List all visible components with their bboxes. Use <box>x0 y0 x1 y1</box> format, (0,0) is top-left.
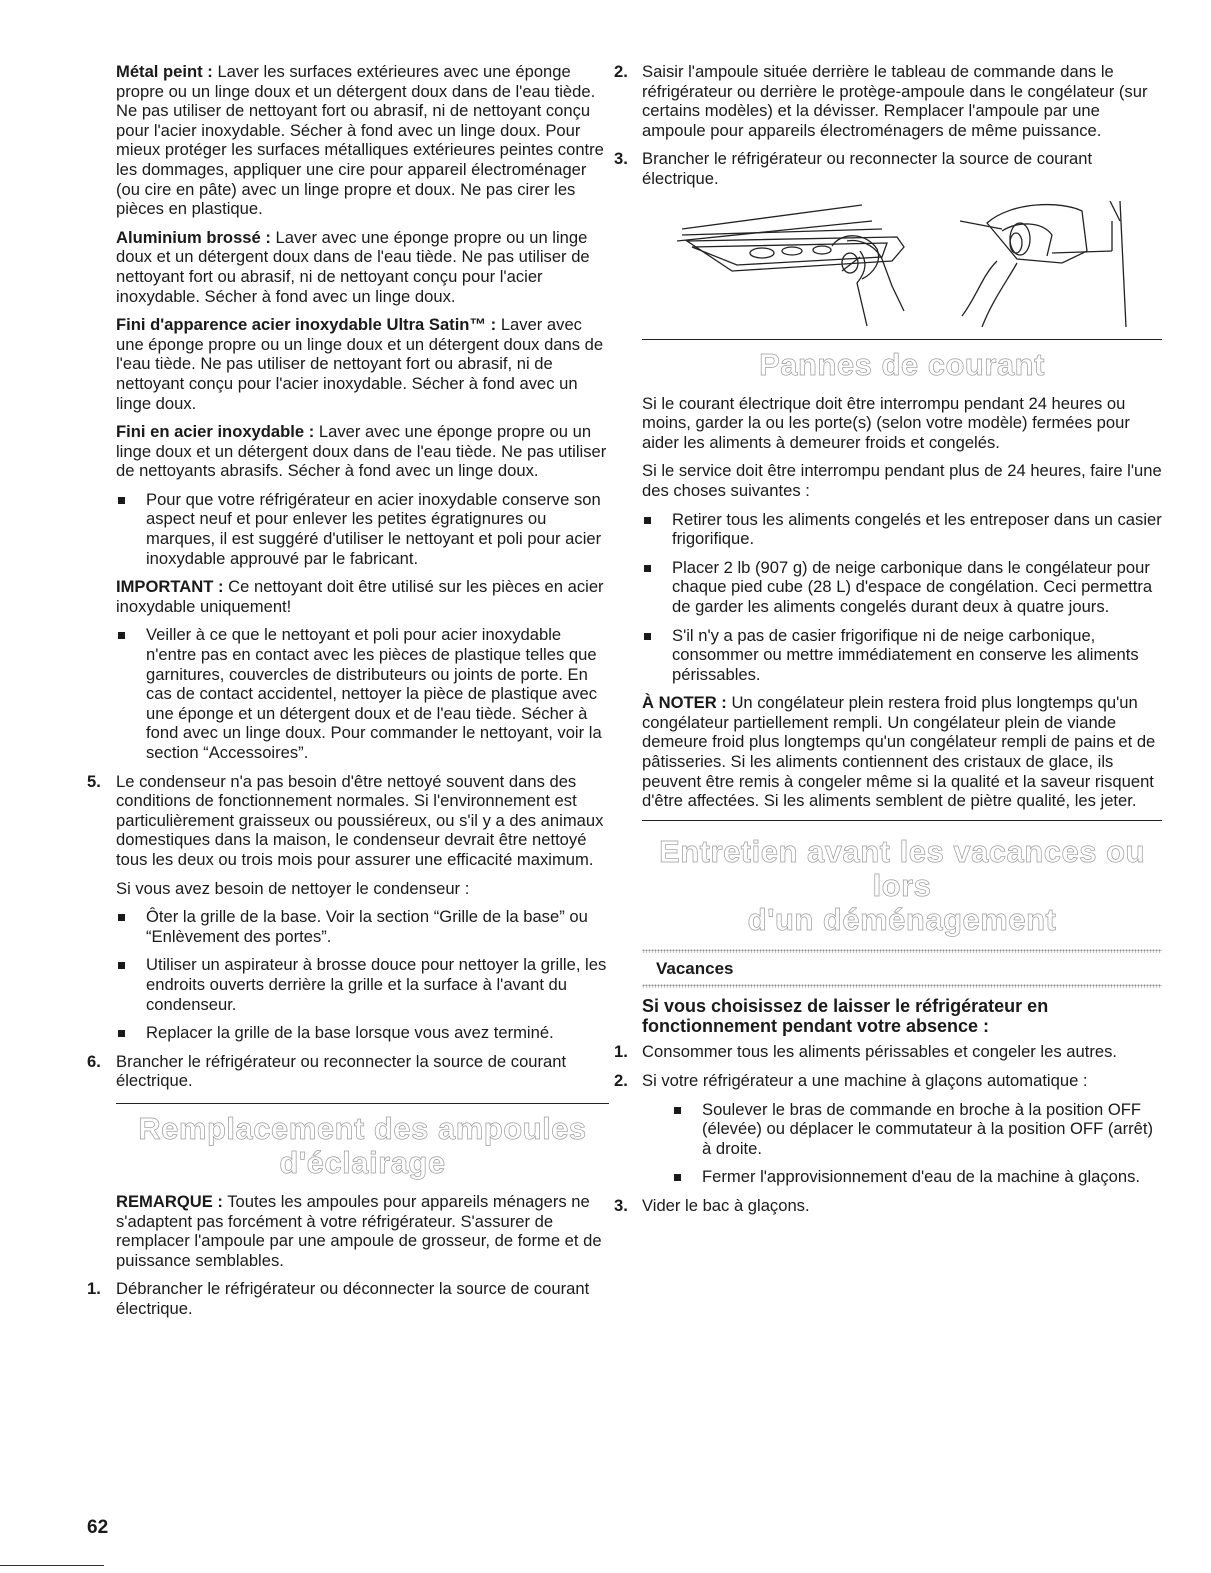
unplug-step <box>87 1279 609 1318</box>
vacation-question: Si vous choisissez de laisser le réfrigérateur en fonctionnement pendant votre absence : <box>642 996 1049 1037</box>
grab-bulb-step <box>614 62 1162 140</box>
vacation-step <box>614 1042 1162 1062</box>
step-text: Consommer tous les aliments périssables et congeler les autres. <box>642 1042 1117 1062</box>
dotted-divider <box>642 984 1162 988</box>
ultra-satin-paragraph <box>116 315 609 413</box>
dotted-divider <box>642 949 1162 953</box>
remarque-text: Toutes les ampoules pour appareils ménagers ne s'adaptent pas forcément à votre réfrigérateur. S'assurer de remplacer l'ampoule par une ampoule de grosseur, de forme et de puissance semblables. <box>116 1191 602 1270</box>
step-number: 3. <box>614 1196 628 1215</box>
vacation-step <box>614 1196 1162 1216</box>
bulb-illustration <box>642 201 1162 327</box>
bulb-replacement-drawing <box>642 201 1162 327</box>
note-paragraph <box>642 693 1162 811</box>
condenser-bullet: Replacer la grille de la base lorsque vous avez terminé. <box>116 1023 609 1043</box>
step-number: 1. <box>614 1042 628 1062</box>
stainless-title: Fini en acier inoxydable : <box>116 422 315 442</box>
bulb-replacement-heading <box>116 1112 609 1180</box>
ultra-satin-title: Fini d'apparence acier inoxydable Ultra Satin™ : <box>116 315 497 335</box>
vacation-step <box>614 1071 1162 1091</box>
stainless-text: Laver avec une éponge propre ou un linge doux et un détergent doux dans de l'eau tiède. Ne pas utiliser de nettoyants abrasifs. Sécher à fond avec un linge doux. <box>116 422 607 481</box>
heading-line: Remplacement des ampoules <box>138 1110 587 1146</box>
condenser-subtext: Si vous avez besoin de nettoyer le condenseur : <box>116 878 470 898</box>
power-bullet: Retirer tous les aliments congelés et les entreposer dans un casier frigorifique. <box>642 510 1162 549</box>
step-text: Brancher le réfrigérateur ou reconnecter la source de courant électrique. <box>642 149 1093 188</box>
step-number: 6. <box>87 1051 101 1071</box>
replug-step <box>614 149 1162 188</box>
page-number: 62 <box>87 1517 109 1538</box>
power-paragraph-2: Si le service doit être interrompu pendant plus de 24 heures, faire l'une des choses suivantes : <box>642 461 1162 500</box>
step-number: 1. <box>87 1279 101 1299</box>
step-text: Brancher le réfrigérateur ou reconnecter la source de courant électrique. <box>116 1051 567 1091</box>
reconnect-step <box>87 1051 609 1091</box>
heading-line: d'éclairage <box>279 1144 446 1180</box>
stainless-paragraph <box>116 422 609 481</box>
note-title: À NOTER : <box>642 693 727 713</box>
heading-line: d'un déménagement <box>747 901 1057 937</box>
condenser-bullet: Utiliser un aspirateur à brosse douce pour nettoyer la grille, les endroits ouverts derrière la grille et la surface à l'avant du condenseur. <box>116 955 609 1014</box>
step-text: Débrancher le réfrigérateur ou déconnecter la source de courant électrique. <box>116 1279 590 1318</box>
painted-metal-text: Laver les surfaces extérieures avec une éponge propre ou un linge doux et un détergent doux dans de l'eau tiède. Ne pas utiliser de nettoyant fort ou abrasif, ni de nettoyant conçu pour l'acier inoxydable. Sécher à fond avec un linge doux. Pour mieux protéger les surfaces métalliques extérieures peintes contre les dommages, appliquer une cire pour appareil électroménager (ou cire en pâte) avec un linge propre et doux. Ne pas cirer les pièces en plastique. <box>116 62 604 219</box>
power-bullet: S'il n'y a pas de casier frigorifique ni de neige carbonique, consommer ou mettre immédiatement en conserve les aliments périssables. <box>642 626 1162 685</box>
left-column <box>87 62 609 1327</box>
important-bullet: Veiller à ce que le nettoyant et poli pour acier inoxydable n'entre pas en contact avec les pièces de plastique telles que garnitures, couvercles de distributeurs ou joints de porte. En cas de contact accidentel, nettoyer la pièce de plastique avec une éponge et un détergent doux et de l'eau tiède. Sécher à fond avec un linge doux. Pour commander le nettoyant, voir la section “Accessoires”. <box>116 625 609 762</box>
step-text: Le condenseur n'a pas besoin d'être nettoyé souvent dans des conditions de fonctionnement normales. Si l'environnement est particulièrement graisseux ou poussiéreux, ou s'il y a des animaux domestiques dans la maison, le condenseur devrait être nettoyé tous les deux ou trois mois pour assurer une efficacité maximum. <box>116 771 604 869</box>
step-number: 5. <box>87 771 101 791</box>
right-column <box>614 62 1162 1225</box>
brushed-aluminum-paragraph <box>116 228 609 306</box>
brushed-aluminum-title: Aluminium brossé : <box>116 227 271 247</box>
power-bullet: Placer 2 lb (907 g) de neige carbonique dans le congélateur pour chaque pied cube (28 L) d'espace de congélation. Ceci permettra de garder les aliments congelés durant deux à quatre jours. <box>642 558 1162 617</box>
section-divider <box>642 339 1162 340</box>
painted-metal-paragraph <box>116 62 609 219</box>
ice-maker-bullet: Soulever le bras de commande en broche à la position OFF (élevée) ou déplacer le commutateur à la position OFF (arrêt) à droite. <box>672 1100 1162 1159</box>
step-text: Saisir l'ampoule située derrière le tableau de commande dans le réfrigérateur ou derrière le protège-ampoule dans le congélateur (sur certains modèles) et la dévisser. Remplacer l'ampoule par une ampoule pour appareils électroménagers de même puissance. <box>642 62 1148 140</box>
brushed-aluminum-text: Laver avec une éponge propre ou un linge doux et un détergent doux dans de l'eau tiède. Ne pas utiliser de nettoyant fort ou abrasif, ni de nettoyant conçu pour l'acier inoxydable. Sécher à fond avec un linge doux. <box>116 227 590 306</box>
important-paragraph <box>116 577 609 616</box>
step-number: 3. <box>614 149 628 169</box>
step-number: 2. <box>614 62 628 81</box>
condenser-bullet: Ôter la grille de la base. Voir la section “Grille de la base” ou “Enlèvement des portes”. <box>116 907 609 946</box>
stainless-bullet: Pour que votre réfrigérateur en acier inoxydable conserve son aspect neuf et pour enlever les petites égratignures ou marques, il est suggéré d'utiliser le nettoyant et poli pour acier inoxydable approuvé par le fabricant. <box>116 490 609 568</box>
painted-metal-title: Métal peint : <box>116 62 213 81</box>
section-divider <box>642 820 1162 821</box>
power-outage-heading: Pannes de courant <box>759 346 1045 382</box>
remarque-paragraph <box>116 1192 609 1270</box>
note-text: Un congélateur plein restera froid plus longtemps qu'un congélateur partiellement rempli. Un congélateur plein de viande demeure froid plus longtemps qu'un congélateur rempli de pains et de pâtisseries. Si les aliments contiennent des cristaux de glace, ils peuvent être remis à congeler même si la qualité et la saveur risquent d'être affectées. Si les aliments semblent de piètre qualité, les jeter. <box>642 693 1156 811</box>
vacation-moving-heading <box>642 835 1162 937</box>
important-text: Ce nettoyant doit être utilisé sur les pièces en acier inoxydable uniquement! <box>116 577 604 616</box>
step-text: Vider le bac à glaçons. <box>642 1196 810 1215</box>
step-number: 2. <box>614 1071 628 1091</box>
vacation-subheading: Vacances <box>656 958 734 978</box>
remarque-title: REMARQUE : <box>116 1191 223 1211</box>
power-paragraph-1: Si le courant électrique doit être interrompu pendant 24 heures ou moins, garder la ou les porte(s) (selon votre modèle) fermées pour aider les aliments à demeurer froids et congelés. <box>642 393 1130 452</box>
condenser-step <box>87 771 609 870</box>
ultra-satin-text: Laver avec une éponge propre ou un linge doux et un détergent doux dans de l'eau tiède. Ne pas utiliser de nettoyant fort ou abrasif, ni de nettoyant conçu pour l'acier inoxydable. Sécher à fond avec un linge doux. <box>116 315 604 413</box>
heading-line: Entretien avant les vacances ou lors <box>659 833 1145 903</box>
section-divider <box>116 1103 609 1104</box>
ice-maker-bullet: Fermer l'approvisionnement d'eau de la machine à glaçons. <box>672 1167 1162 1187</box>
footer-line <box>0 1565 104 1566</box>
step-text: Si votre réfrigérateur a une machine à glaçons automatique : <box>642 1071 1088 1091</box>
important-title: IMPORTANT : <box>116 577 224 597</box>
